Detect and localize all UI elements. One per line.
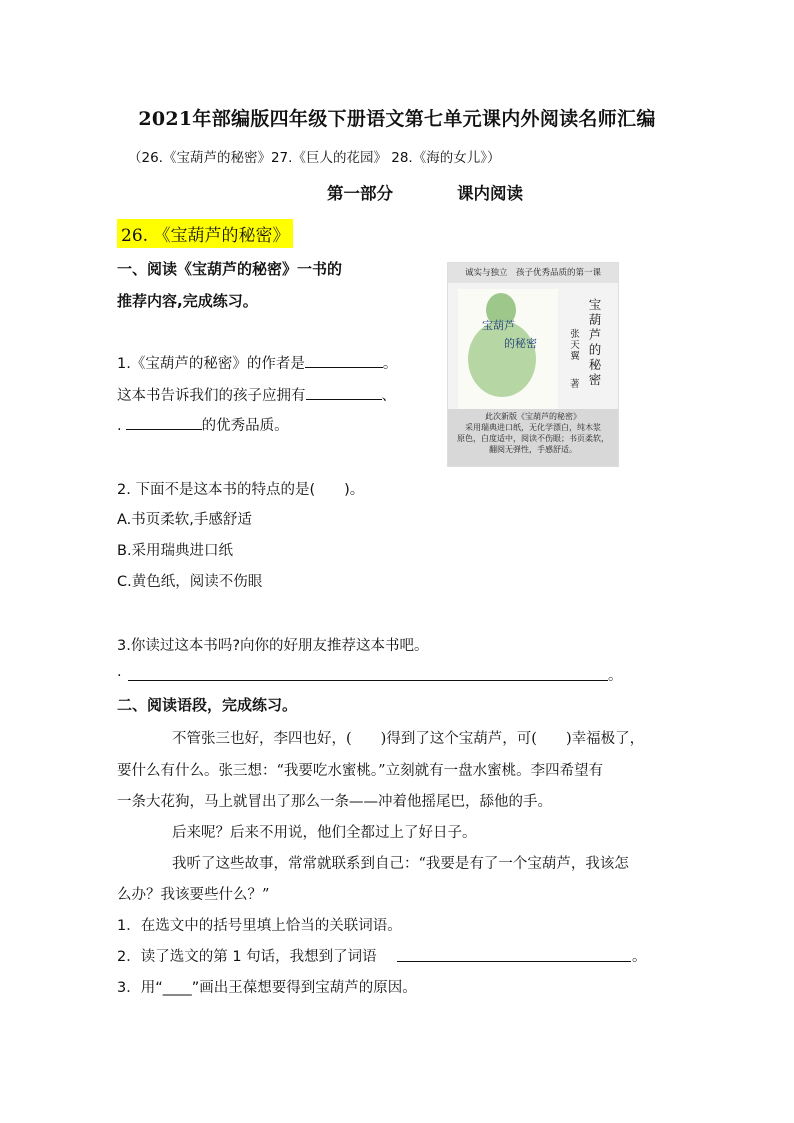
book-recommendation-image <box>447 262 619 467</box>
s1-q3-dot: . <box>117 664 122 680</box>
s2-q1: 1．在选文中的括号里填上恰当的关联词语。 <box>117 918 402 934</box>
cover-title-2: 的秘密 <box>504 337 537 350</box>
s1-q3: 3.你读过这本书吗?向你的好朋友推荐这本书吧。 <box>117 638 429 654</box>
s2-p3-line2: 么办？我该要些什么？” <box>117 887 270 903</box>
s1-q3-end: 。 <box>608 668 623 684</box>
part-label-left: 第一部分 <box>327 184 393 203</box>
s1-q1-line1-end: 。 <box>382 356 398 372</box>
book-cover <box>458 289 558 409</box>
s1-q1-line3-dot: . <box>117 418 122 434</box>
document-title: 2021年部编版四年级下册语文第七单元课内外阅读名师汇编 <box>138 108 656 130</box>
s1-q1-blank-quality2[interactable] <box>126 417 202 430</box>
s2-p2: 后来呢？后来不用说，他们全都过上了好日子。 <box>172 825 477 841</box>
s1-q1-blank-author[interactable] <box>305 355 383 368</box>
s1-q1-line2-sep: 、 <box>381 388 396 404</box>
s1-q2-option-a: A.书页柔软,手感舒适 <box>117 512 252 528</box>
s1-q2-option-b: B.采用瑞典进口纸 <box>117 543 234 559</box>
s2-p1-line2: 要什么有什么。张三想：“我要吃水蜜桃。”立刻就有一盘水蜜桃。李四希望有 <box>117 763 604 779</box>
s2-q2-text: 2．读了选文的第 1 句话，我想到了词语 <box>117 949 377 965</box>
book-side-author: 张天翼 <box>570 329 580 362</box>
part-label-right: 课内阅读 <box>457 184 523 203</box>
section2-heading: 二、阅读语段，完成练习。 <box>117 696 298 714</box>
book-card-footer <box>448 409 618 466</box>
book-foot-line: 此次新版《宝葫芦的秘密》 <box>485 412 581 421</box>
document-subtitle: （26.《宝葫芦的秘密》27.《巨人的花园》 28.《海的女儿》） <box>128 150 501 166</box>
s1-q1-line2 <box>117 384 396 405</box>
s2-p3-line1: 我听了这些故事，常常就联系到自己：“我要是有了一个宝葫芦，我该怎 <box>172 856 629 872</box>
s1-q1-line1 <box>117 352 397 373</box>
s1-q1-line3-text: 的优秀品质。 <box>201 418 289 434</box>
s2-p1-line1: 不管张三也好，李四也好，( )得到了这个宝葫芦，可( )幸福极了， <box>172 731 645 747</box>
s2-p1-line3: 一条大花狗，马上就冒出了那么一条——冲着他摇尾巴，舔他的手。 <box>117 794 552 810</box>
book-card-top-banner: 诚实与独立 孩子优秀品质的第一课 <box>448 263 618 283</box>
s1-q2-option-c: C.黄色纸，阅读不伤眼 <box>117 574 263 590</box>
book-side-title: 宝葫芦的秘密 <box>588 297 602 387</box>
cover-title-1: 宝葫芦 <box>482 319 515 332</box>
book-side-zhu: 著 <box>570 379 580 390</box>
s2-q3: 3．用“____”画出王葆想要得到宝葫芦的原因。 <box>117 980 417 996</box>
section-tag-highlight: 26. 《宝葫芦的秘密》 <box>117 219 293 248</box>
s1-q3-answer-line[interactable] <box>128 680 608 681</box>
s1-q2: 2. 下面不是这本书的特点的是( )。 <box>117 482 365 498</box>
book-foot-line: 原色，白度适中，阅读不伤眼；书页柔软， <box>457 434 609 443</box>
s2-q2-answer-line[interactable] <box>397 961 631 962</box>
s1-q1-blank-quality1[interactable] <box>306 387 382 400</box>
section1-heading-line2: 推荐内容,完成练习。 <box>117 292 258 310</box>
s1-q1-line3 <box>117 414 289 435</box>
section1-heading-line1: 一、阅读《宝葫芦的秘密》一书的 <box>117 260 343 278</box>
s1-q1-line1-text: 1.《宝葫芦的秘密》的作者是 <box>117 356 305 372</box>
book-foot-line: 采用瑞典进口纸，无化学漂白，纯木浆 <box>465 423 601 432</box>
s1-q1-line2-text: 这本书告诉我们的孩子应拥有 <box>117 388 306 404</box>
s2-q2-end: 。 <box>632 949 647 965</box>
book-foot-line: 翻阅无弹性，手感舒适。 <box>489 445 577 454</box>
